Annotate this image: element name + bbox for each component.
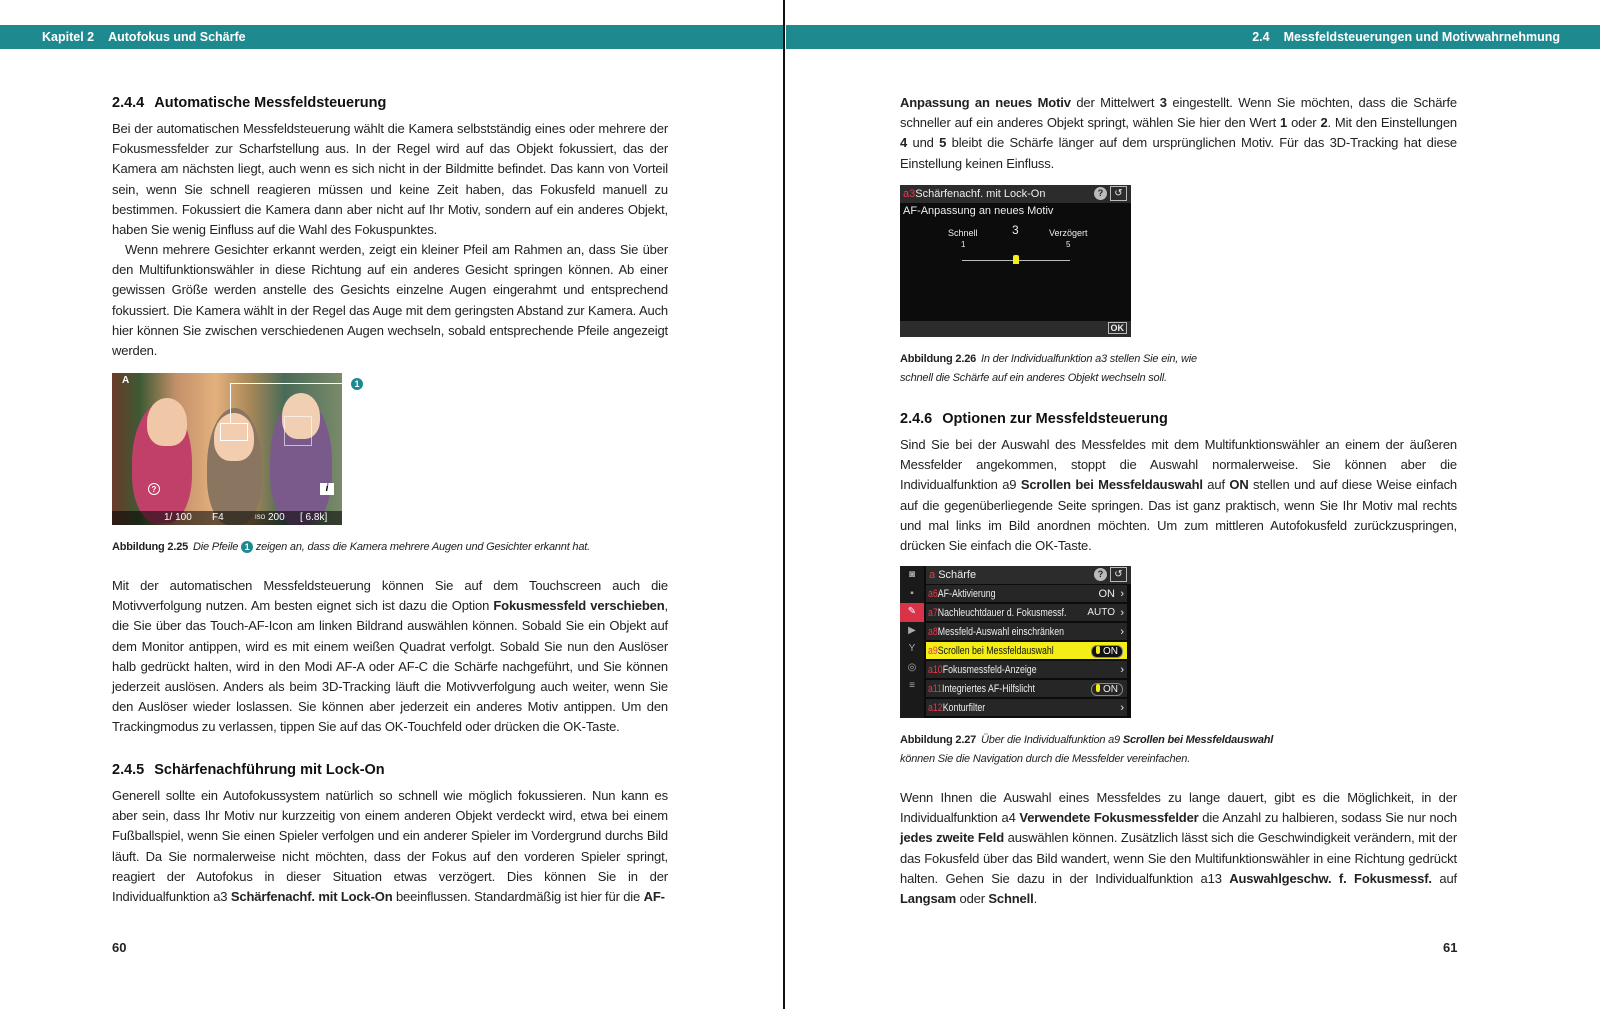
mode-indicator: A — [122, 375, 130, 386]
caption-2-25 — [112, 538, 590, 557]
wrench-icon: Y — [908, 643, 916, 654]
bold-text: Scrollen bei Messfeldauswahl — [1020, 477, 1203, 493]
text: . — [1033, 891, 1038, 907]
bold-text: Langsam — [900, 891, 957, 907]
caption-label: Abbildung 2.27 — [900, 734, 977, 746]
row-label: Konturfilter — [942, 702, 986, 714]
row-code: a8 — [928, 626, 938, 638]
info-icon: i — [320, 483, 334, 495]
caption-text: Die Pfeile — [193, 541, 239, 553]
bold-text: 5 — [939, 135, 947, 151]
bold-text: 4 — [900, 135, 908, 151]
paragraph — [112, 786, 668, 907]
chapter-title: Autofokus und Schärfe — [108, 30, 246, 44]
text: oder — [1287, 115, 1321, 131]
camera-status-bar — [112, 511, 342, 525]
caption-text: In der Individualfunktion a3 stellen Sie ein, wie schnell die Schärfe auf ein anderes Objekt wechseln soll. — [900, 353, 1197, 384]
row-value: ON — [1103, 646, 1118, 657]
row-value: AUTO — [1087, 607, 1115, 618]
row-code: a9 — [928, 645, 938, 657]
bold-text: AF- — [643, 889, 665, 905]
row-code: a10 — [928, 664, 943, 676]
help-icon: ? — [1094, 568, 1107, 581]
row-value: ON — [1098, 588, 1115, 600]
my-menu-icon: ≡ — [909, 680, 915, 691]
text: Generell sollte ein Autofokussystem natürlich so schnell wie möglich fokussieren. Nun kann es aber sein, dass Ihr Motiv nur kurzzeitig von einem anderen Objekt verdeckt wird, etwa bei einem Fußballspiel, wenn Sie einen Spieler verfolgen und ein anderer Spieler im Vordergrund durchs Bild läuft. Da Sie normalerweise nicht möchten, dass der Fokus auf den vorderen Spieler springt, reagiert der Autofokus in dieser Situation etwas verzögert. Dies können Sie in der Individualfunktion a3 — [112, 788, 668, 905]
row-label: Fokusmessfeld-Anzeige — [942, 664, 1037, 676]
heading-title: Optionen zur Messfeldsteuerung — [942, 411, 1168, 427]
heading-2-4-4 — [112, 95, 386, 111]
menu-subtitle: AF-Anpassung an neues Motiv — [903, 205, 1054, 217]
figure-2-27-camera-menu — [900, 566, 1131, 718]
callout-marker: 1 — [241, 541, 253, 553]
slider-right-label: Verzögert — [1049, 228, 1088, 238]
shots-remaining: [ 6.8k] — [300, 512, 328, 523]
text: . Mit den Einstellungen — [1327, 115, 1458, 131]
caption-text: Über die Individualfunktion a9 — [981, 734, 1123, 746]
paragraph — [900, 435, 1457, 556]
caption-text: können Sie die Navigation durch die Messfelder vereinfachen. — [900, 753, 1191, 765]
text: beeinflussen. Standardmäßig ist hier für die — [392, 889, 644, 905]
caption-2-26 — [900, 350, 1230, 388]
callout-line — [230, 383, 342, 423]
menu-title-bar — [926, 566, 1131, 584]
pencil-icon: ✎ — [900, 603, 924, 622]
menu-row — [926, 680, 1127, 698]
row-code: a7 — [928, 607, 938, 619]
menu-row: a6AF-Aktivierung ON › — [926, 585, 1127, 603]
back-icon: ↺ — [1110, 186, 1127, 201]
row-label: Scrollen bei Messfeldauswahl — [937, 645, 1054, 657]
menu-title: Schärfenachf. mit Lock-On — [915, 188, 1046, 200]
heading-number: 2.4.5 — [112, 762, 145, 778]
paragraph — [112, 576, 668, 738]
paragraph — [900, 93, 1457, 174]
bold-text: 3 — [1159, 95, 1167, 110]
bold-text: Schnell — [988, 891, 1034, 907]
row-label: Messfeld-Auswahl einschränken — [937, 626, 1064, 638]
text: stellen und auf diese Weise einfach auf die gegenüberliegende Seite springen. Das ist ganz praktisch, wenn Sie Ihr Motiv mal rechts und mal links im Bild anordnen möchten. Um zum mittleren Autofokusfeld zurückzuspringen, drücken Sie einfach die OK-Taste. — [900, 477, 1458, 554]
figure-2-25-camera-live-view — [112, 373, 342, 525]
ok-button: OK — [1108, 322, 1128, 334]
help-icon: ? — [1094, 187, 1107, 200]
menu-row-selected — [926, 642, 1127, 660]
aperture: F4 — [212, 512, 224, 523]
row-code: a12 — [928, 702, 943, 714]
menu-title-bar — [900, 185, 1131, 203]
text: und — [907, 135, 940, 151]
menu-row: a12Konturfilter › — [926, 699, 1127, 717]
row-value: ON — [1103, 684, 1118, 695]
menu-code: a — [929, 569, 936, 581]
back-icon: ↺ — [1110, 567, 1127, 582]
menu-row: a8Messfeld-Auswahl einschränken › — [926, 623, 1127, 641]
text: der Mittelwert — [1070, 95, 1160, 110]
section-number: 2.4 — [1252, 30, 1270, 44]
text: , die Sie über das Touch-AF-Icon am linken Bildrand auswählen können. Sobald Sie ein Objekt auf dem Monitor antippen, wird es mit einem weißen Quadrat verfolgt. Sobald Sie nun den Auslöser halb gedrückt halten, wird in den Modi AF-A oder AF-C die Schärfe nachgeführt, und Sie können jederzeit auslösen. Anders als beim 3D-Tracking läuft die Motivverfolgung auch weiter, wenn Sie den Auslöser wieder loslassen. Sie können aber jederzeit ein anderes Motiv antippen. Um den Trackingmodus zu verlassen, tippen Sie auf das OK-Touchfeld oder drücken die OK-Taste. — [112, 598, 668, 735]
slider-value: 3 — [1012, 223, 1019, 237]
menu-code: a3 — [903, 188, 916, 200]
heading-title: Automatische Messfeldsteuerung — [154, 95, 387, 111]
caption-bold-text: Scrollen bei Messfeldauswahl — [1122, 734, 1274, 746]
row-label: AF-Aktivierung — [937, 588, 996, 600]
page-number: 61 — [1443, 940, 1458, 955]
bold-text: 1 — [1280, 115, 1288, 131]
text: Mit der automatischen Messfeldsteuerung können Sie auf dem Touchscreen auch die Motivverfolgung nutzen. Am besten eignet sich ist dazu die Option — [112, 578, 668, 614]
section-title: Messfeldsteuerungen und Motivwahrnehmung — [1283, 30, 1560, 44]
bold-text: Auswahlgeschw. f. Fokusmessf. — [1229, 870, 1432, 886]
eye-focus-frame — [220, 423, 248, 441]
row-label: Nachleuchtdauer d. Fokusmessf. — [937, 607, 1067, 619]
text: auf — [1202, 477, 1230, 493]
text: auf — [1431, 870, 1457, 886]
running-header-left — [0, 25, 784, 49]
chapter-number: Kapitel 2 — [42, 30, 95, 44]
iso-label: ISO — [255, 515, 266, 521]
camera-icon: ◙ — [908, 569, 916, 580]
heading-number: 2.4.4 — [112, 95, 145, 111]
text: eingestellt. Wenn Sie möchten, dass die Schärfe schneller auf ein anderes Objekt springt, wählen Sie hier den Wert — [900, 95, 1457, 131]
callout-marker: 1 — [351, 378, 363, 390]
text: Wenn Ihnen die Auswahl eines Messfeldes zu lange dauert, gibt es die Möglichkeit, in der Individualfunktion a4 — [900, 790, 1457, 826]
text: bleibt die Schärfe länger auf dem ursprünglichen Motiv. Für das 3D-Tracking hat diese Einstellung keinen Einfluss. — [900, 135, 1457, 171]
menu-sidebar — [900, 566, 924, 718]
heading-2-4-5 — [112, 762, 385, 778]
caption-label: Abbildung 2.26 — [900, 353, 977, 365]
heading-title: Schärfenachführung mit Lock-On — [154, 762, 385, 778]
bold-text: Anpassung an neues Motiv — [900, 95, 1071, 110]
face-left — [147, 398, 187, 446]
slider-thumb[interactable] — [1013, 255, 1019, 264]
running-header-right — [786, 25, 1600, 49]
paragraph: Bei der automatischen Messfeldsteuerung wählt die Kamera selbstständig eines oder mehrere der Fokusmessfelder zur Scharfstellung aus. In der Regel wird auf das Objekt fokussiert, das der Kamera am nächsten liegt, auch wenn es sich nicht in der Bildmitte befindet. Das kann von Vorteil sein, wenn Sie schnell reagieren müssen und keine Zeit haben, das Fokusfeld manuell zu bestimmen. Fokussiert die Kamera dann aber nicht auf Ihr Motiv, sondern auf ein anderes Objekt, haben Sie wenig Einfluss auf die Wahl des Fokuspunktes. — [112, 121, 668, 238]
playback-icon: ▶ — [908, 624, 916, 636]
caption-text: zeigen an, dass die Kamera mehrere Augen und Gesichter erkannt hat. — [255, 541, 590, 553]
bold-text: jedes zweite Feld — [900, 830, 1004, 846]
text: auswählen können. Zusätzlich lässt sich die Geschwindigkeit verändern, mit der das Fokusfeld über das Bild wandert, wenn Sie den Multifunktionswähler in eine Richtung gedrückt halten. Gehen Sie dazu in der Individualfunktion a13 — [900, 830, 1458, 886]
slider-max: 5 — [1066, 240, 1071, 249]
row-code: a6 — [928, 588, 938, 600]
video-icon: ▪ — [910, 587, 914, 599]
text: oder — [956, 891, 989, 907]
help-icon: ? — [148, 483, 160, 495]
paragraph — [900, 788, 1457, 909]
menu-row: a7Nachleuchtdauer d. Fokusmessf. AUTO › — [926, 604, 1127, 622]
paragraph: Wenn mehrere Gesichter erkannt werden, zeigt ein kleiner Pfeil am Rahmen an, dass Sie über den Multifunktionswähler in diese Richtung auf ein anderes Gesicht springen können. Ab einer gewissen Größe werden anstelle des Gesichts einzelne Augen eingerahmt und entsprechend fokussiert. Die Kamera wählt in der Regel das Auge mit dem geringsten Abstand zur Kamera. Auch hier können Sie zwischen verschiedenen Augen wechseln, sobald entsprechende Pfeile angezeigt werden. — [112, 242, 668, 359]
slider-min: 1 — [961, 240, 966, 249]
shutter-speed: 1/ 100 — [164, 512, 192, 523]
bold-text: 2 — [1320, 115, 1328, 131]
menu-footer — [900, 321, 1131, 337]
text: Sind Sie bei der Auswahl des Messfeldes mit dem Multifunktionswähler an einem der äußeren Messfelder angekommen, stoppt die Auswahl normalerweise. Sie können aber die Individualfunktion a9 — [900, 437, 1457, 493]
heading-number: 2.4.6 — [900, 411, 933, 427]
bold-text: Fokusmessfeld verschieben — [493, 598, 665, 614]
bold-text: ON — [1229, 477, 1249, 493]
menu-row: a10Fokusmessfeld-Anzeige › — [926, 661, 1127, 679]
slider-left-label: Schnell — [948, 228, 978, 238]
page-number: 60 — [112, 940, 127, 955]
menu-title: Schärfe — [938, 569, 977, 581]
row-code: a11 — [928, 683, 943, 695]
page-gutter — [783, 0, 785, 1009]
network-icon: ◎ — [907, 661, 917, 673]
row-label: Integriertes AF-Hilfslicht — [942, 683, 1035, 695]
caption-label: Abbildung 2.25 — [112, 541, 189, 553]
text: die Anzahl zu halbieren, sodass Sie nur noch — [1198, 810, 1458, 826]
bold-text: Verwendete Fokusmessfelder — [1019, 810, 1199, 826]
bold-text: Schärfenachf. mit Lock-On — [230, 889, 393, 905]
figure-2-26-camera-menu — [900, 185, 1131, 337]
heading-2-4-6 — [900, 411, 1168, 427]
iso-value: 200 — [268, 512, 285, 523]
caption-2-27 — [900, 731, 1300, 769]
